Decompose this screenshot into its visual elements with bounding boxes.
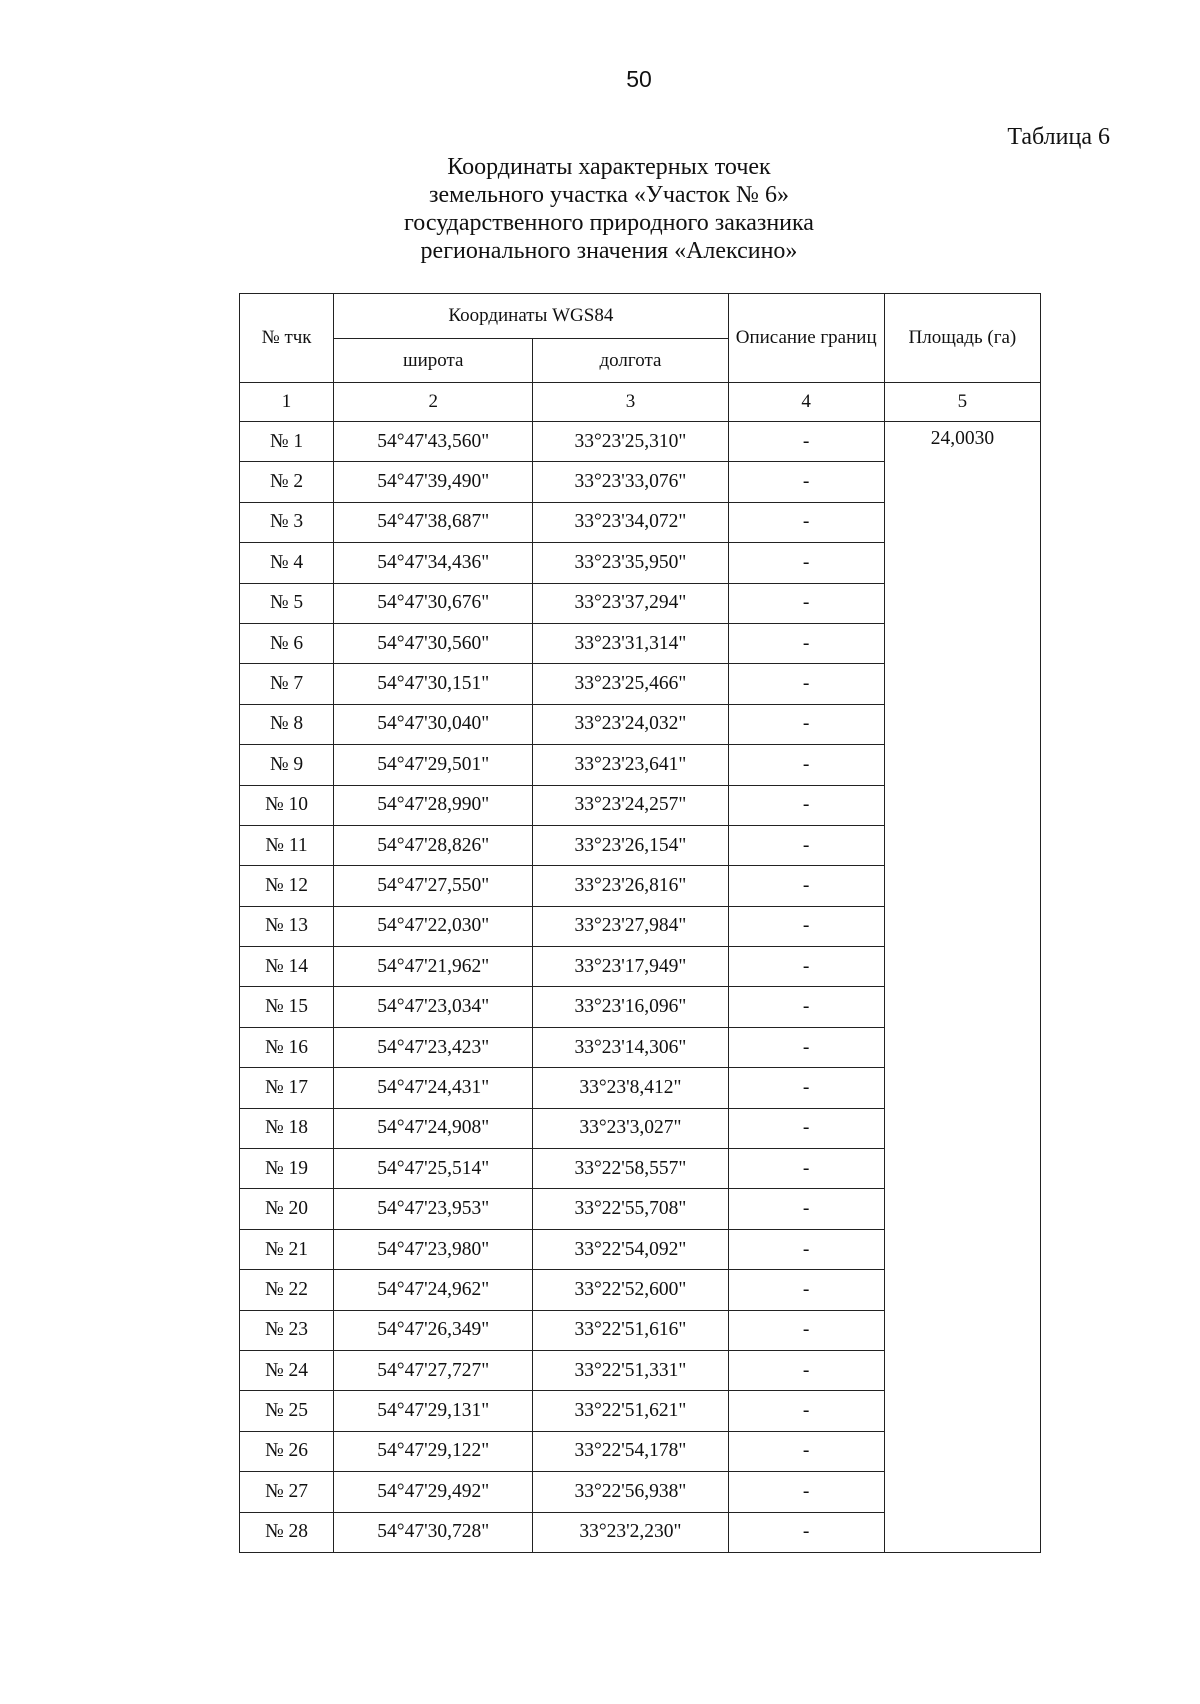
point-number-cell: № 21 — [240, 1229, 334, 1269]
header-longitude: долгота — [533, 339, 728, 383]
longitude-cell: 33°23'17,949" — [533, 947, 728, 987]
point-number-cell: № 16 — [240, 1027, 334, 1067]
point-number-cell: № 9 — [240, 745, 334, 785]
description-cell: - — [728, 543, 884, 583]
longitude-cell: 33°22'54,092" — [533, 1229, 728, 1269]
latitude-cell: 54°47'24,908" — [334, 1108, 533, 1148]
point-number-cell: № 10 — [240, 785, 334, 825]
point-number-cell: № 1 — [240, 422, 334, 462]
longitude-cell: 33°23'26,816" — [533, 866, 728, 906]
description-cell: - — [728, 906, 884, 946]
description-cell: - — [728, 623, 884, 663]
description-cell: - — [728, 1512, 884, 1552]
longitude-cell: 33°22'58,557" — [533, 1149, 728, 1189]
latitude-cell: 54°47'43,560" — [334, 422, 533, 462]
title-line: Координаты характерных точек — [447, 154, 771, 180]
longitude-cell: 33°22'51,331" — [533, 1350, 728, 1390]
longitude-cell: 33°23'23,641" — [533, 745, 728, 785]
latitude-cell: 54°47'27,727" — [334, 1350, 533, 1390]
description-cell: - — [728, 1270, 884, 1310]
longitude-cell: 33°23'24,032" — [533, 704, 728, 744]
title-line: земельного участка «Участок № 6» — [429, 182, 789, 208]
column-number: 4 — [728, 383, 884, 422]
description-cell: - — [728, 1229, 884, 1269]
point-number-cell: № 3 — [240, 502, 334, 542]
longitude-cell: 33°23'34,072" — [533, 502, 728, 542]
column-number: 1 — [240, 383, 334, 422]
longitude-cell: 33°23'35,950" — [533, 543, 728, 583]
description-cell: - — [728, 1310, 884, 1350]
longitude-cell: 33°22'56,938" — [533, 1472, 728, 1512]
latitude-cell: 54°47'28,826" — [334, 825, 533, 865]
latitude-cell: 54°47'23,980" — [334, 1229, 533, 1269]
longitude-cell: 33°22'54,178" — [533, 1431, 728, 1471]
description-cell: - — [728, 745, 884, 785]
description-cell: - — [728, 825, 884, 865]
longitude-cell: 33°23'37,294" — [533, 583, 728, 623]
title-line: регионального значения «Алексино» — [420, 238, 798, 264]
description-cell: - — [728, 462, 884, 502]
longitude-cell: 33°23'24,257" — [533, 785, 728, 825]
description-cell: - — [728, 987, 884, 1027]
description-cell: - — [728, 704, 884, 744]
header-description: Описание границ — [728, 294, 884, 383]
header-point-no: № тчк — [240, 294, 334, 383]
description-cell: - — [728, 1027, 884, 1067]
point-number-cell: № 27 — [240, 1472, 334, 1512]
latitude-cell: 54°47'24,962" — [334, 1270, 533, 1310]
description-cell: - — [728, 1391, 884, 1431]
description-cell: - — [728, 785, 884, 825]
column-number: 3 — [533, 383, 728, 422]
latitude-cell: 54°47'23,423" — [334, 1027, 533, 1067]
point-number-cell: № 26 — [240, 1431, 334, 1471]
point-number-cell: № 25 — [240, 1391, 334, 1431]
latitude-cell: 54°47'29,131" — [334, 1391, 533, 1431]
description-cell: - — [728, 1189, 884, 1229]
description-cell: - — [728, 664, 884, 704]
point-number-cell: № 18 — [240, 1108, 334, 1148]
latitude-cell: 54°47'39,490" — [334, 462, 533, 502]
longitude-cell: 33°23'31,314" — [533, 623, 728, 663]
longitude-cell: 33°23'14,306" — [533, 1027, 728, 1067]
longitude-cell: 33°22'51,621" — [533, 1391, 728, 1431]
point-number-cell: № 6 — [240, 623, 334, 663]
point-number-cell: № 24 — [240, 1350, 334, 1390]
longitude-cell: 33°22'55,708" — [533, 1189, 728, 1229]
longitude-cell: 33°23'25,310" — [533, 422, 728, 462]
description-cell: - — [728, 866, 884, 906]
description-cell: - — [728, 1350, 884, 1390]
latitude-cell: 54°47'29,122" — [334, 1431, 533, 1471]
header-coords-group: Координаты WGS84 — [334, 294, 728, 339]
table-body — [240, 422, 1041, 1553]
column-number: 2 — [334, 383, 533, 422]
point-number-cell: № 19 — [240, 1149, 334, 1189]
latitude-cell: 54°47'25,514" — [334, 1149, 533, 1189]
point-number-cell: № 8 — [240, 704, 334, 744]
document-title — [0, 153, 1200, 265]
point-number-cell: № 17 — [240, 1068, 334, 1108]
longitude-cell: 33°22'52,600" — [533, 1270, 728, 1310]
latitude-cell: 54°47'28,990" — [334, 785, 533, 825]
area-value-cell: 24,0030 — [884, 422, 1040, 1553]
point-number-cell: № 23 — [240, 1310, 334, 1350]
latitude-cell: 54°47'30,560" — [334, 623, 533, 663]
latitude-cell: 54°47'30,040" — [334, 704, 533, 744]
latitude-cell: 54°47'23,034" — [334, 987, 533, 1027]
longitude-cell: 33°23'8,412" — [533, 1068, 728, 1108]
table-label: Таблица 6 — [1007, 124, 1110, 150]
table-row — [240, 422, 1041, 462]
description-cell: - — [728, 422, 884, 462]
longitude-cell: 33°23'27,984" — [533, 906, 728, 946]
description-cell: - — [728, 1472, 884, 1512]
latitude-cell: 54°47'27,550" — [334, 866, 533, 906]
point-number-cell: № 15 — [240, 987, 334, 1027]
longitude-cell: 33°22'51,616" — [533, 1310, 728, 1350]
description-cell: - — [728, 1068, 884, 1108]
latitude-cell: 54°47'24,431" — [334, 1068, 533, 1108]
latitude-cell: 54°47'23,953" — [334, 1189, 533, 1229]
description-cell: - — [728, 1149, 884, 1189]
longitude-cell: 33°23'26,154" — [533, 825, 728, 865]
longitude-cell: 33°23'16,096" — [533, 987, 728, 1027]
point-number-cell: № 7 — [240, 664, 334, 704]
header-area: Площадь (га) — [884, 294, 1040, 383]
point-number-cell: № 5 — [240, 583, 334, 623]
description-cell: - — [728, 947, 884, 987]
point-number-cell: № 12 — [240, 866, 334, 906]
header-latitude: широта — [334, 339, 533, 383]
latitude-cell: 54°47'30,676" — [334, 583, 533, 623]
point-number-cell: № 4 — [240, 543, 334, 583]
point-number-cell: № 22 — [240, 1270, 334, 1310]
page-number: 50 — [626, 66, 652, 92]
description-cell: - — [728, 1431, 884, 1471]
latitude-cell: 54°47'29,501" — [334, 745, 533, 785]
longitude-cell: 33°23'33,076" — [533, 462, 728, 502]
point-number-cell: № 14 — [240, 947, 334, 987]
column-number: 5 — [884, 383, 1040, 422]
point-number-cell: № 11 — [240, 825, 334, 865]
point-number-cell: № 20 — [240, 1189, 334, 1229]
coordinates-table — [239, 293, 1041, 1553]
latitude-cell: 54°47'34,436" — [334, 543, 533, 583]
latitude-cell: 54°47'26,349" — [334, 1310, 533, 1350]
point-number-cell: № 28 — [240, 1512, 334, 1552]
latitude-cell: 54°47'38,687" — [334, 502, 533, 542]
longitude-cell: 33°23'25,466" — [533, 664, 728, 704]
description-cell: - — [728, 583, 884, 623]
point-number-cell: № 13 — [240, 906, 334, 946]
description-cell: - — [728, 1108, 884, 1148]
latitude-cell: 54°47'30,151" — [334, 664, 533, 704]
point-number-cell: № 2 — [240, 462, 334, 502]
longitude-cell: 33°23'3,027" — [533, 1108, 728, 1148]
description-cell: - — [728, 502, 884, 542]
latitude-cell: 54°47'22,030" — [334, 906, 533, 946]
latitude-cell: 54°47'30,728" — [334, 1512, 533, 1552]
latitude-cell: 54°47'21,962" — [334, 947, 533, 987]
latitude-cell: 54°47'29,492" — [334, 1472, 533, 1512]
longitude-cell: 33°23'2,230" — [533, 1512, 728, 1552]
title-line: государственного природного заказника — [404, 210, 814, 236]
